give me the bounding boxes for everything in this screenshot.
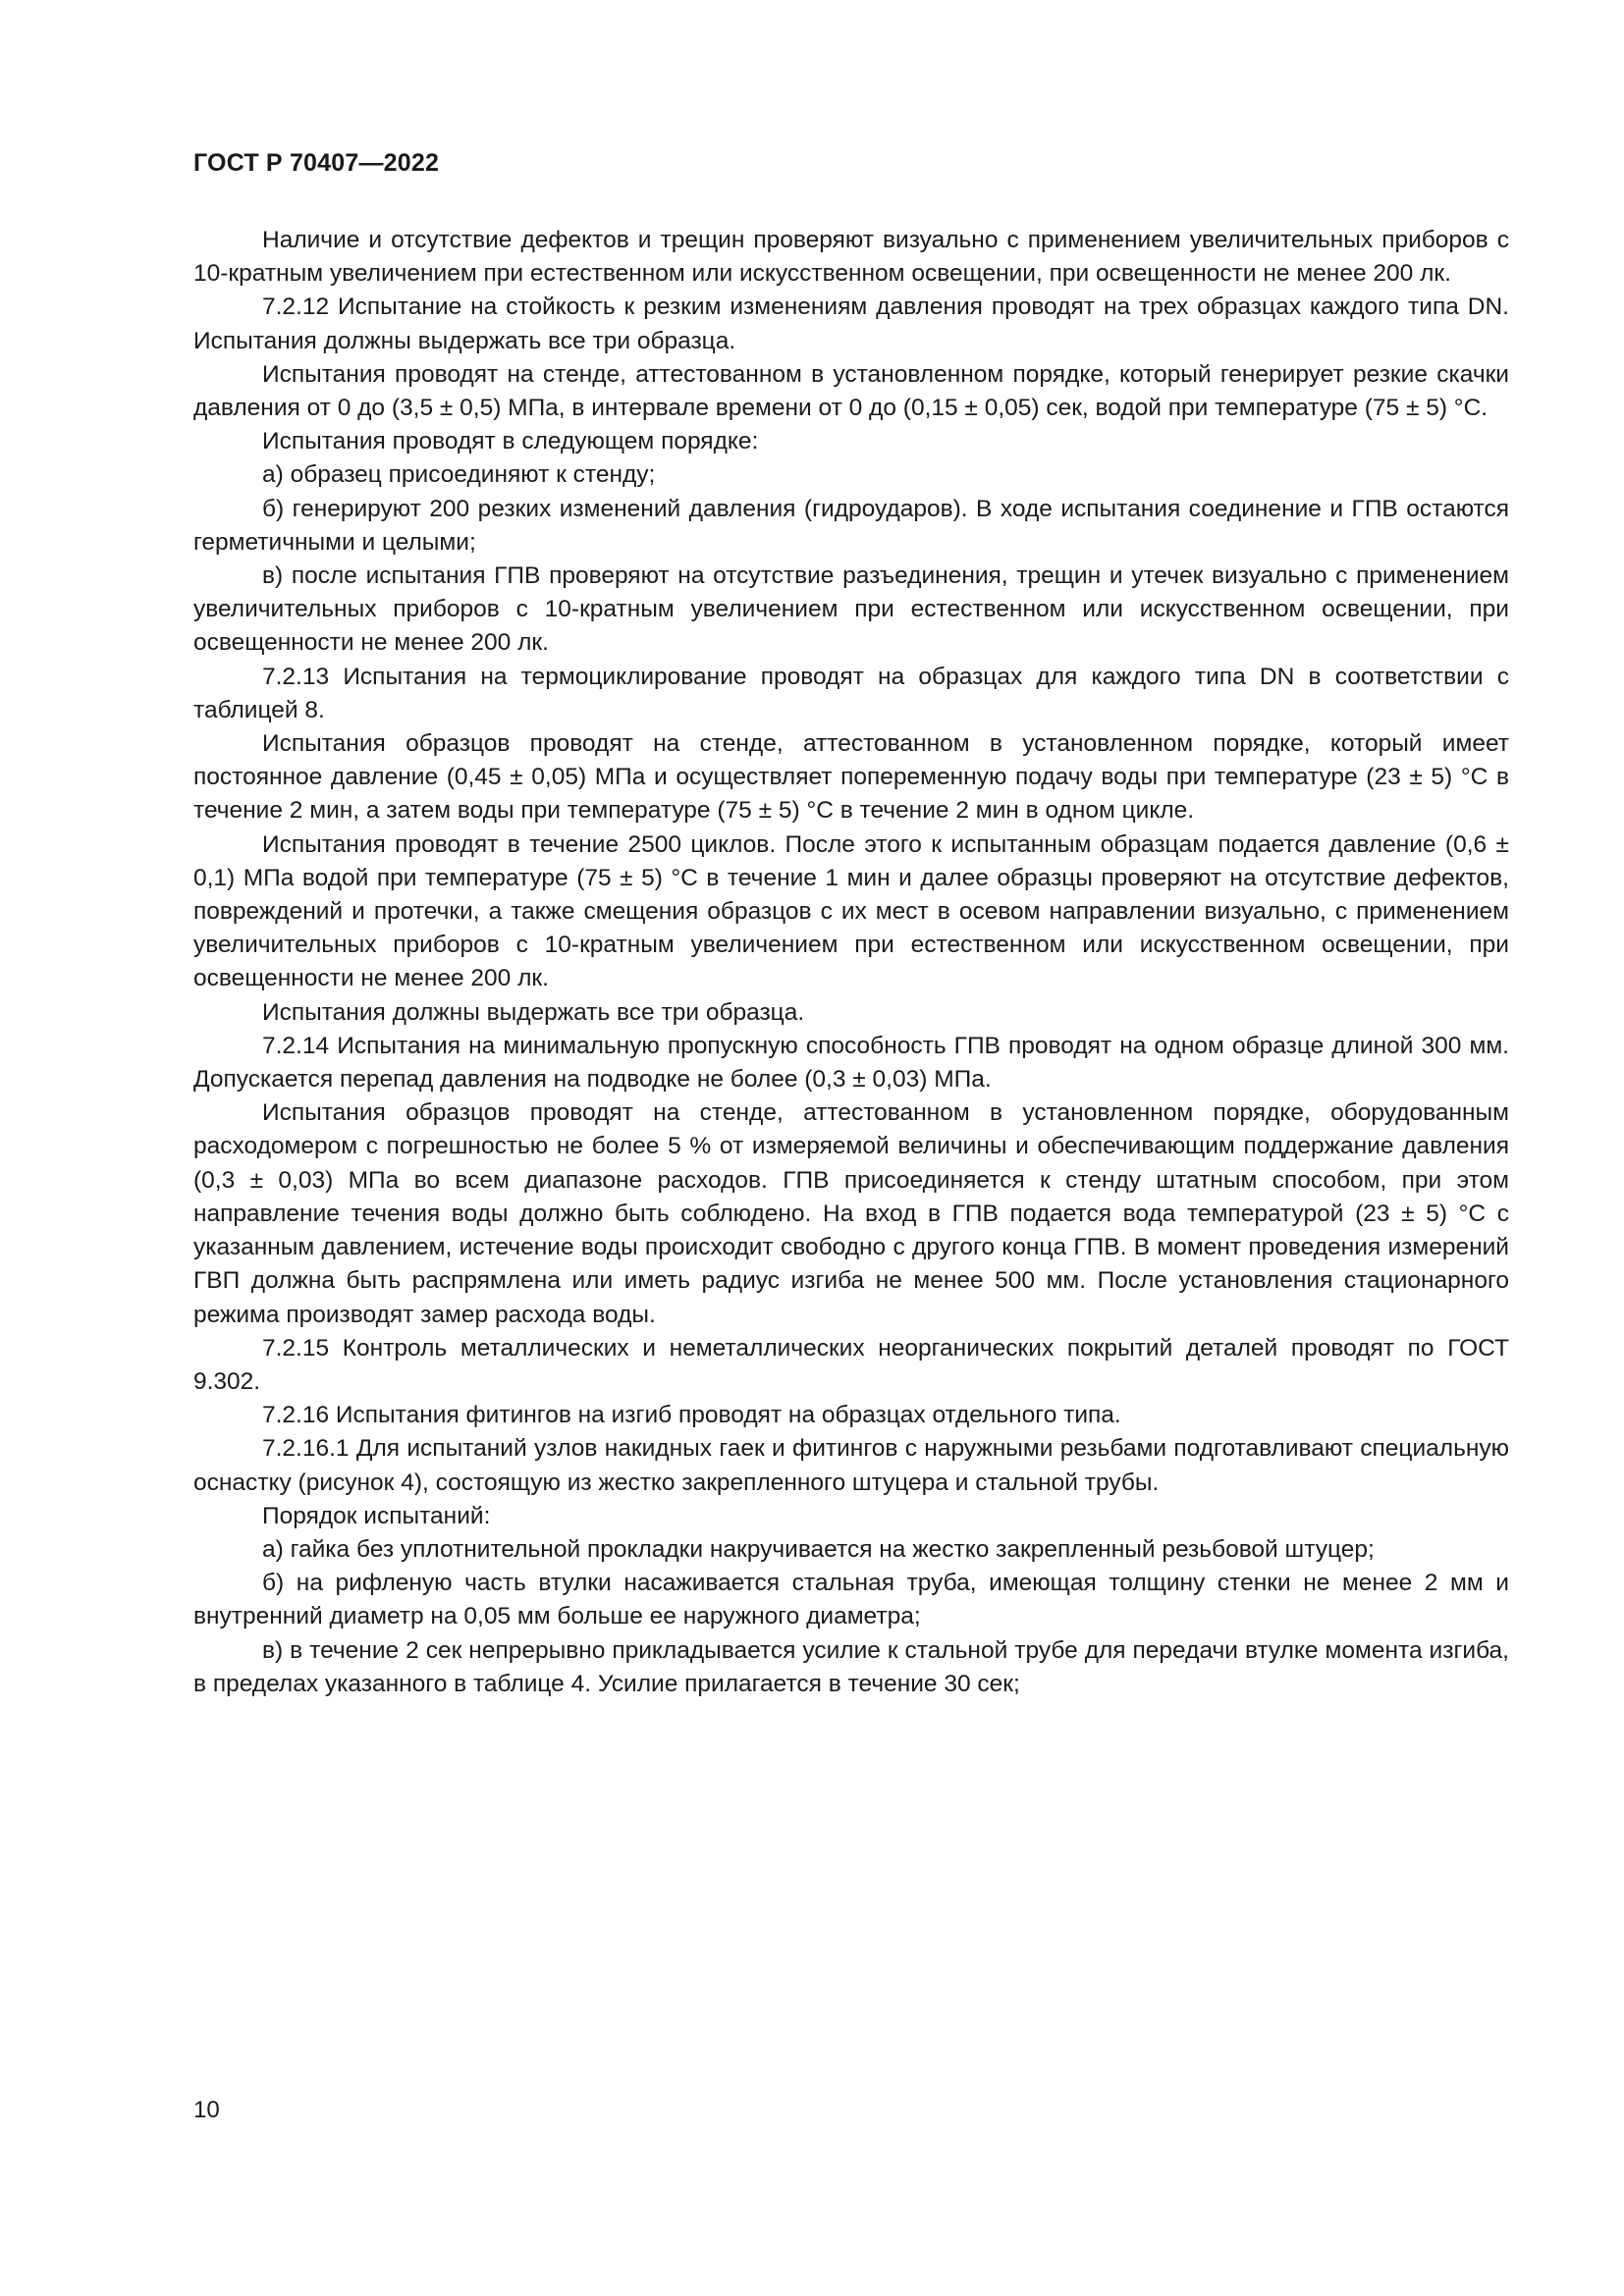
list-item: б) генерируют 200 резких изменений давления (гидроударов). В ходе испытания соединение и ГПВ остаются герметичными и целыми; [193, 495, 1509, 556]
paragraph: Порядок испытаний: [262, 1502, 491, 1529]
document-header: ГОСТ Р 70407—2022 [193, 149, 440, 177]
paragraph: Испытания образцов проводят на стенде, аттестованном в установленном порядке, который имеет постоянное давление (0,45 ± 0,05) МПа и осуществляет попеременную подачу воды при температуре (23 ± 5) °С в течение 2 мин, а затем воды при температуре (75 ± 5) °С в течение 2 мин в одном цикле. [193, 730, 1509, 825]
paragraph: Испытания образцов проводят на стенде, аттестованном в установленном порядке, оборудованным расходомером с погрешностью не более 5 % от измеряемой величины и обеспечивающим поддержание давления (0,3 ± 0,03) МПа во всем диапазоне расходов. ГПВ присоединяется к стенду штатным способом, при этом направление течения воды должно быть соблюдено. На вход в ГПВ подается вода температурой (23 ± 5) °С с указанным давлением, истечение воды происходит свободно с другого конца ГПВ. В момент проведения измерений ГВП должна быть распрямлена или иметь радиус изгиба не менее 500 мм. После установления стационарного режима производят замер расхода воды. [193, 1099, 1509, 1328]
paragraph: Наличие и отсутствие дефектов и трещин проверяют визуально с применением увеличительных приборов с 10-кратным увеличением при естественном или искусственном освещении, при освещенности не менее 200 лк. [193, 227, 1509, 288]
list-item: а) образец присоединяют к стенду; [262, 461, 656, 489]
paragraph: Испытания проводят в следующем порядке: [262, 428, 759, 455]
list-item: в) в течение 2 сек непрерывно прикладывается усилие к стальной трубе для передачи втулке момента изгиба, в пределах указанного в таблице 4. Усилие прилагается в течение 30 сек; [193, 1636, 1509, 1697]
document-body [193, 224, 1509, 1701]
paragraph: 7.2.14 Испытания на минимальную пропускную способность ГПВ проводят на одном образце длиной 300 мм. Допускается перепад давления на подводке не более (0,3 ± 0,03) МПа. [193, 1032, 1509, 1094]
paragraph: 7.2.13 Испытания на термоциклирование проводят на образцах для каждого типа DN в соответствии с таблицей 8. [193, 663, 1509, 723]
paragraph: 7.2.15 Контроль металлических и неметаллических неорганических покрытий деталей проводят по ГОСТ 9.302. [193, 1334, 1509, 1395]
paragraph: 7.2.16 Испытания фитингов на изгиб проводят на образцах отдельного типа. [262, 1402, 1121, 1429]
paragraph: Испытания должны выдержать все три образца. [262, 998, 805, 1026]
paragraph: 7.2.16.1 Для испытаний узлов накидных гаек и фитингов с наружными резьбами подготавливают специальную оснастку (рисунок 4), состоящую из жестко закрепленного штуцера и стальной трубы. [193, 1435, 1509, 1496]
paragraph: Испытания проводят в течение 2500 циклов. После этого к испытанным образцам подается давление (0,6 ± 0,1) МПа водой при температуре (75 ± 5) °С в течение 1 мин и далее образцы проверяют на отсутствие дефектов, повреждений и протечки, а также смещения образцов с их мест в осевом направлении визуально, с применением увеличительных приборов с 10-кратным увеличением при естественном или искусственном освещении, при освещенности не менее 200 лк. [193, 830, 1509, 992]
list-item: б) на рифленую часть втулки насаживается стальная труба, имеющая толщину стенки не менее 2 мм и внутренний диаметр на 0,05 мм больше ее наружного диаметра; [193, 1570, 1509, 1630]
paragraph: 7.2.12 Испытание на стойкость к резким изменениям давления проводят на трех образцах каждого типа DN. Испытания должны выдержать все три образца. [193, 294, 1509, 354]
page-number: 10 [193, 2097, 220, 2123]
list-item: а) гайка без уплотнительной прокладки накручивается на жестко закрепленный резьбовой штуцер; [262, 1535, 1375, 1563]
paragraph: Испытания проводят на стенде, аттестованном в установленном порядке, который генерирует резкие скачки давления от 0 до (3,5 ± 0,5) МПа, в интервале времени от 0 до (0,15 ± 0,05) сек, водой при температуре (75 ± 5) °С. [193, 360, 1509, 422]
list-item: в) после испытания ГПВ проверяют на отсутствие разъединения, трещин и утечек визуально с применением увеличительных приборов с 10-кратным увеличением при естественном или искусственном освещении, при освещенности не менее 200 лк. [193, 562, 1509, 657]
